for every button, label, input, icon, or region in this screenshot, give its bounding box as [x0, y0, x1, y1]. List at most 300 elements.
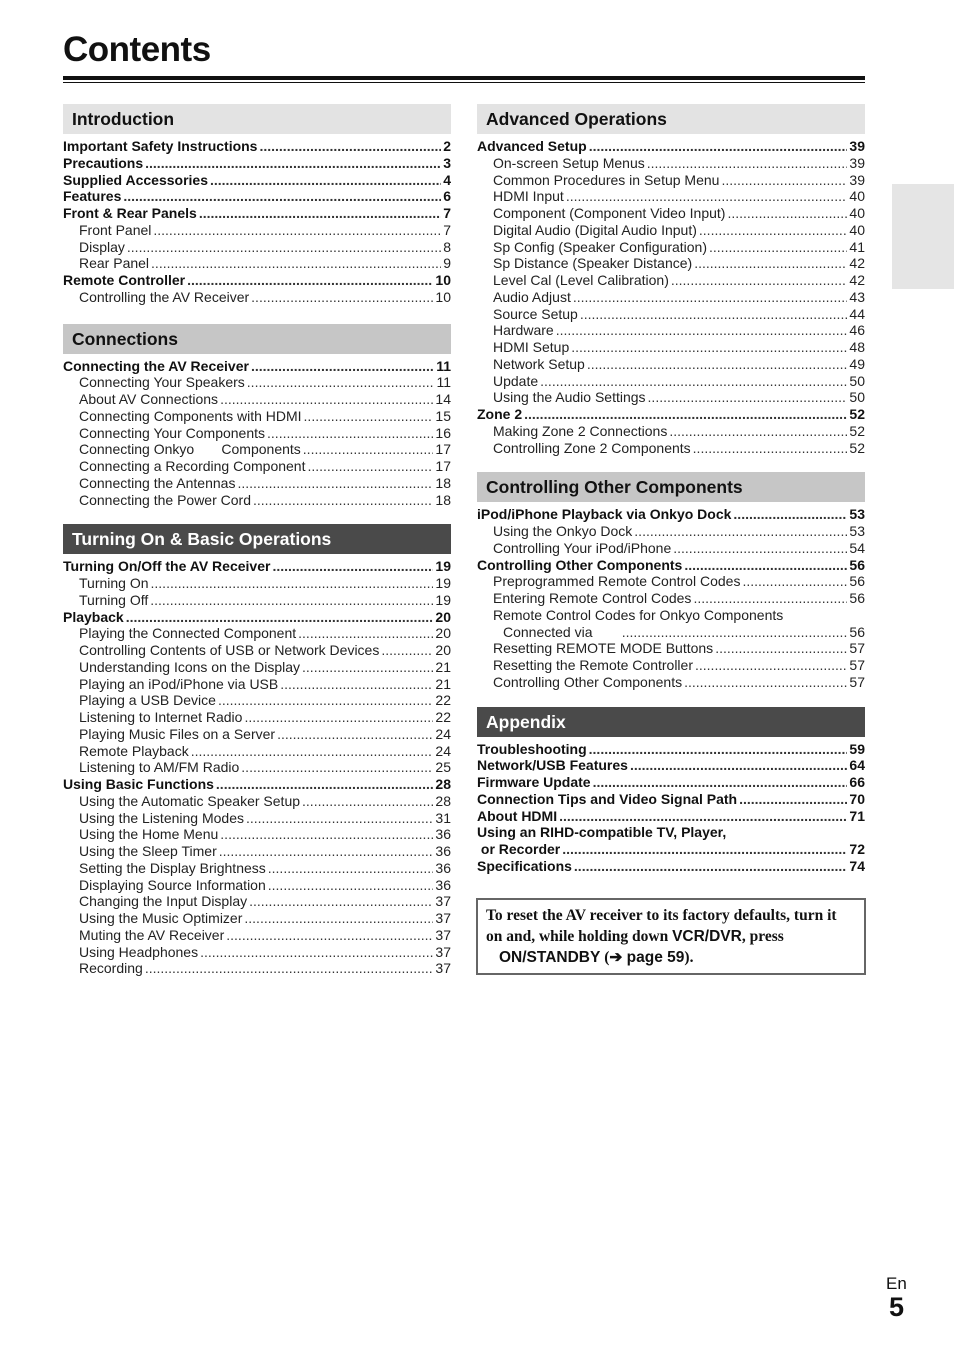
toc-entry[interactable]: [477, 757, 865, 774]
toc-entry[interactable]: [63, 558, 451, 575]
toc-entry-page: 44: [849, 305, 865, 322]
toc-entry-label: Update: [493, 372, 539, 389]
dot-leader: [684, 674, 847, 691]
toc-entry[interactable]: [477, 624, 865, 641]
toc-entry-page: 11: [436, 357, 451, 374]
toc-entry[interactable]: [477, 356, 865, 373]
section-header-appendix: Appendix: [477, 707, 865, 737]
section-header-connections: Connections: [63, 324, 451, 354]
toc-entry-page: 52: [849, 439, 865, 456]
toc-entry-page: 21: [435, 658, 451, 675]
toc-entry[interactable]: [63, 910, 451, 927]
toc-entry-label: Controlling Other Components: [493, 673, 683, 690]
toc-entry[interactable]: [63, 205, 451, 222]
toc-entry-page: 57: [849, 673, 865, 690]
note-text-3: (: [600, 949, 610, 966]
toc-entry[interactable]: [63, 408, 451, 425]
toc-section: [63, 324, 451, 509]
toc-entry-label: Sp Distance (Speaker Distance): [493, 255, 693, 272]
toc-entry-page: 22: [435, 692, 451, 709]
dot-leader: [253, 492, 433, 509]
toc-entry[interactable]: [477, 155, 865, 172]
toc-entry-page: 2: [443, 138, 451, 154]
left-column: [63, 104, 451, 977]
toc-entry-page: 37: [435, 926, 451, 943]
toc-entry[interactable]: [477, 573, 865, 590]
dot-leader: [249, 893, 433, 910]
toc-entry[interactable]: [63, 759, 451, 776]
toc-entry-page: 49: [849, 355, 865, 372]
toc-entry[interactable]: [477, 306, 865, 323]
toc-entry-label: Zone 2: [477, 406, 523, 422]
toc-entry-label: HDMI Setup: [493, 339, 570, 355]
dot-leader: [721, 172, 847, 189]
dot-leader: [199, 205, 441, 222]
toc-entry[interactable]: [477, 774, 865, 791]
toc-entry[interactable]: [477, 791, 865, 808]
toc-entry[interactable]: [63, 810, 451, 827]
toc-entry[interactable]: [477, 808, 865, 825]
toc-entry-page: 53: [849, 506, 865, 523]
toc-entry[interactable]: [63, 793, 451, 810]
toc-entry-page: 41: [849, 238, 865, 255]
dot-leader: [562, 841, 847, 858]
toc-entry[interactable]: [477, 858, 865, 875]
toc-entry-label: Using an RIHD-compatible TV, Player,: [477, 824, 727, 841]
toc-entry-label: Remote Controller: [63, 272, 186, 288]
toc-entry-label: Using the Onkyo Dock: [493, 523, 633, 539]
toc-entry[interactable]: [477, 506, 865, 523]
toc-entry-label: On-screen Setup Menus: [493, 154, 645, 171]
toc-entry-label: Turning On/Off the AV Receiver: [63, 558, 271, 575]
toc-entry-label: Firmware Update: [477, 774, 591, 790]
toc-entry-page: 24: [435, 725, 451, 742]
toc-entry-label: Muting the AV Receiver: [79, 926, 225, 943]
toc-entry-page: 25: [435, 759, 451, 776]
toc-entry[interactable]: [63, 659, 451, 676]
toc-section: [477, 472, 865, 690]
dot-leader: [126, 609, 434, 626]
arrow-icon: ➔: [609, 949, 623, 966]
dot-leader: [589, 741, 848, 758]
toc-entry[interactable]: [63, 893, 451, 910]
toc-entry[interactable]: [63, 289, 451, 306]
dot-leader: [669, 423, 847, 440]
toc-entry-label: Resetting the Remote Controller: [493, 657, 693, 673]
dot-leader: [210, 172, 441, 189]
language-label: En: [886, 1274, 907, 1293]
section-header-introduction: Introduction: [63, 104, 451, 134]
dot-leader: [524, 406, 847, 423]
dot-leader: [634, 523, 847, 540]
dot-leader: [622, 624, 848, 641]
toc-entry-label: iPod/iPhone Playback via Onkyo Dock: [477, 506, 732, 523]
dot-leader: [540, 373, 847, 390]
title-rule: [63, 76, 865, 80]
toc-entry-page: 48: [849, 339, 865, 355]
toc-entry-page: 43: [849, 288, 865, 305]
toc-entry-label: Remote Control Codes for Onkyo Components: [493, 606, 784, 623]
toc-entry-label: Making Zone 2 Connections: [493, 422, 668, 439]
dot-leader: [259, 138, 441, 155]
toc-entry-label: About AV Connections: [79, 391, 219, 407]
toc-entry[interactable]: [477, 607, 865, 624]
toc-entry-label: Advanced Setup: [477, 138, 587, 154]
toc-entry[interactable]: [477, 373, 865, 390]
toc-entry-label: Front & Rear Panels: [63, 205, 197, 221]
dot-leader: [648, 389, 848, 406]
dot-leader: [304, 408, 434, 425]
note-page-ref[interactable]: page 59: [622, 949, 685, 966]
toc-entry-label: Sp Config (Speaker Configuration): [493, 238, 708, 255]
toc-entry[interactable]: [63, 709, 451, 726]
toc-entry[interactable]: [63, 374, 451, 391]
toc-entry-label: Using Basic Functions: [63, 776, 214, 792]
toc-entry[interactable]: [63, 172, 451, 189]
dot-leader: [219, 843, 434, 860]
toc-entry[interactable]: [477, 557, 865, 574]
toc-entry-page: 52: [849, 406, 865, 422]
toc-entry[interactable]: [63, 776, 451, 793]
toc-entry[interactable]: [63, 475, 451, 492]
toc-entry-page: 36: [435, 826, 451, 843]
toc-entry-label: Network/USB Features: [477, 757, 628, 774]
dot-leader: [216, 776, 434, 793]
toc-entry-label: Listening to AM/FM Radio: [79, 759, 240, 776]
toc-entry-label: Using the Automatic Speaker Setup: [79, 792, 301, 809]
toc-entry-label: Connecting the Power Cord: [79, 491, 251, 508]
dot-leader: [303, 441, 434, 458]
toc-entry-page: 20: [435, 625, 451, 642]
toc-entry-page: 28: [435, 792, 451, 809]
toc-entry-page: 17: [435, 441, 451, 458]
toc-entry-label: Using Headphones: [79, 943, 199, 960]
toc-entry-page: 53: [849, 523, 865, 539]
toc-entry-page: 7: [443, 221, 451, 238]
toc-entry-page: 57: [849, 657, 865, 673]
toc-entry[interactable]: [477, 322, 865, 339]
toc-entry-page: 18: [435, 491, 451, 508]
toc-entry[interactable]: [63, 425, 451, 442]
toc-entry-label: HDMI Input: [493, 188, 564, 205]
dot-leader: [574, 858, 848, 875]
toc-entry[interactable]: [63, 188, 451, 205]
toc-entry-label: Digital Audio (Digital Audio Input): [493, 221, 697, 238]
toc-entry-page: 10: [435, 288, 451, 305]
toc-entry-label: Features: [63, 188, 122, 205]
toc-entry-page: 40: [849, 221, 865, 238]
toc-entry-label: Front Panel: [79, 221, 152, 238]
section-thumb-tab: [892, 184, 954, 289]
toc-entry-page: 11: [436, 374, 451, 391]
toc-entry[interactable]: [63, 239, 451, 256]
toc-entry[interactable]: [477, 440, 865, 457]
toc-entry-label: Playing the Connected Component: [79, 625, 297, 642]
toc-entry-label: Network Setup: [493, 355, 585, 372]
toc-entry[interactable]: [63, 676, 451, 693]
dot-leader: [684, 557, 847, 574]
dot-leader: [226, 927, 433, 944]
toc-entry-page: 37: [435, 960, 451, 977]
toc-entry-page: 39: [849, 154, 865, 171]
dot-leader: [237, 475, 433, 492]
toc-entry-label: Common Procedures in Setup Menu: [493, 171, 720, 188]
toc-entry[interactable]: [477, 741, 865, 758]
toc-entry[interactable]: [477, 138, 865, 155]
toc-entry[interactable]: [63, 960, 451, 977]
toc-entry-page: 37: [435, 943, 451, 960]
toc-entry-page: 19: [435, 591, 451, 608]
section-header-advanced-operations: Advanced Operations: [477, 104, 865, 134]
dot-leader: [145, 155, 441, 172]
toc-entry-label: Using the Listening Modes: [79, 809, 244, 826]
toc-entry-label: Connecting Components with HDMI: [79, 407, 302, 424]
toc-entry[interactable]: [63, 441, 451, 458]
section-header-controlling-other-components: Controlling Other Components: [477, 472, 865, 502]
toc-entry[interactable]: [63, 272, 451, 289]
toc-entry-page: 36: [435, 859, 451, 876]
dot-leader: [630, 757, 847, 774]
toc-entry[interactable]: [63, 743, 451, 760]
toc-entry[interactable]: [63, 877, 451, 894]
toc-entry-page: 24: [435, 742, 451, 759]
toc-entry[interactable]: [477, 540, 865, 557]
toc-entry-page: 21: [435, 675, 451, 692]
dot-leader: [693, 440, 848, 457]
toc-entry-page: 42: [849, 255, 865, 272]
toc-entry-page: 14: [435, 391, 451, 407]
toc-entry-label: Connection Tips and Video Signal Path: [477, 790, 738, 807]
toc-entry[interactable]: [477, 590, 865, 607]
dot-leader: [251, 358, 434, 375]
toc-entry-label: Specifications: [477, 857, 572, 874]
toc-entry-label: Level Cal (Level Calibration): [493, 272, 669, 288]
dot-leader: [123, 188, 441, 205]
toc-entry-label: Playback: [63, 608, 124, 625]
page-number: 5: [889, 1292, 905, 1322]
toc-entry-page: 56: [849, 623, 865, 640]
dot-leader: [573, 289, 848, 306]
dot-leader: [145, 960, 434, 977]
toc-entry[interactable]: [477, 272, 865, 289]
toc-entry[interactable]: [477, 657, 865, 674]
toc-entry-label: Entering Remote Control Codes: [493, 590, 692, 606]
toc-section: [477, 707, 865, 875]
toc-entry[interactable]: [477, 674, 865, 691]
dot-leader: [673, 540, 847, 557]
toc-entry-page: 70: [849, 790, 865, 807]
toc-entry-label: Hardware: [493, 322, 554, 339]
toc-entry-label: Controlling Other Components: [477, 556, 683, 573]
dot-leader: [695, 657, 847, 674]
toc-entry-page: 20: [435, 642, 451, 658]
toc-entry[interactable]: [63, 358, 451, 375]
toc-entry-label: Playing a USB Device: [79, 692, 216, 709]
toc-entry[interactable]: [63, 391, 451, 408]
toc-entry-page: 7: [443, 205, 451, 221]
toc-entry-page: 36: [435, 843, 451, 859]
toc-entry-page: 50: [849, 389, 865, 406]
toc-entry[interactable]: [477, 289, 865, 306]
toc-entries: [63, 354, 451, 509]
toc-entry[interactable]: [63, 155, 451, 172]
toc-entry-label: Audio Adjust: [493, 288, 571, 305]
toc-entry-page: 20: [435, 608, 451, 625]
dot-leader: [556, 322, 848, 339]
dot-leader: [647, 155, 848, 172]
toc-entry[interactable]: [477, 523, 865, 540]
dot-leader: [699, 222, 848, 239]
toc-entry-page: 74: [849, 857, 865, 874]
toc-entry[interactable]: [477, 255, 865, 272]
dot-leader: [187, 272, 433, 289]
dot-leader: [709, 239, 847, 256]
toc-entry-label: Supplied Accessories: [63, 171, 208, 188]
toc-entry-page: 46: [849, 322, 865, 339]
toc-entry-label: or Recorder: [477, 841, 561, 857]
dot-leader: [587, 356, 848, 373]
toc-entry[interactable]: [477, 205, 865, 222]
toc-entry[interactable]: [63, 726, 451, 743]
toc-entry-page: 66: [849, 774, 865, 790]
toc-entry-label: Source Setup: [493, 305, 578, 322]
right-column: [477, 104, 865, 875]
toc-entry[interactable]: [63, 222, 451, 239]
toc-entry-label: Understanding Icons on the Display: [79, 658, 301, 675]
dot-leader: [251, 289, 433, 306]
toc-entry-page: 37: [435, 910, 451, 926]
toc-entry[interactable]: [63, 592, 451, 609]
dot-leader: [302, 659, 433, 676]
toc-entry[interactable]: [477, 389, 865, 406]
toc-entry-page: 9: [443, 255, 451, 272]
dot-leader: [715, 640, 847, 657]
toc-entry-label: Using the Music Optimizer: [79, 910, 243, 926]
dot-leader: [153, 222, 441, 239]
toc-entry[interactable]: [477, 640, 865, 657]
toc-entry-page: 39: [849, 171, 865, 188]
toc-entry-label: Turning Off: [79, 591, 149, 608]
section-header-turning-on: Turning On & Basic Operations: [63, 524, 451, 554]
dot-leader: [218, 692, 433, 709]
toc-entry[interactable]: [477, 222, 865, 239]
toc-entry-label: Controlling the AV Receiver: [79, 288, 250, 305]
dot-leader: [693, 590, 847, 607]
dot-leader: [307, 458, 433, 475]
toc-entry[interactable]: [477, 423, 865, 440]
toc-entry-page: 57: [849, 640, 865, 657]
dot-leader: [191, 743, 434, 760]
toc-entry[interactable]: [63, 843, 451, 860]
toc-entry-label: Preprogrammed Remote Control Codes: [493, 573, 741, 590]
page-title: Contents: [63, 30, 211, 69]
toc-entry[interactable]: [63, 826, 451, 843]
toc-entry-label: Controlling Your iPod/iPhone: [493, 539, 672, 556]
toc-entry[interactable]: [477, 406, 865, 423]
dot-leader: [151, 255, 441, 272]
toc-entry-label: About HDMI: [477, 807, 558, 824]
dot-leader: [733, 506, 847, 523]
toc-entry-label: Changing the Input Display: [79, 893, 248, 910]
toc-entry-label: Component (Component Video Input): [493, 205, 726, 221]
dot-leader: [694, 255, 847, 272]
toc-entry-label: Using the Audio Settings: [493, 389, 646, 406]
toc-entry[interactable]: [63, 625, 451, 642]
dot-leader: [246, 810, 433, 827]
toc-entry[interactable]: [63, 692, 451, 709]
dot-leader: [589, 138, 848, 155]
dot-leader: [566, 188, 848, 205]
toc-entry[interactable]: [477, 239, 865, 256]
toc-entry-page: 39: [849, 138, 865, 154]
toc-entry-page: 54: [849, 539, 865, 556]
dot-leader: [151, 575, 434, 592]
toc-entry-label: Controlling Zone 2 Components: [493, 439, 691, 456]
toc-entry[interactable]: [63, 575, 451, 592]
note-text-1: To reset the AV receiver to its factory defaults, turn it on and, while holding down: [486, 907, 837, 945]
toc-section: [63, 524, 451, 977]
toc-entry-page: 3: [443, 154, 451, 171]
factory-reset-note: [476, 898, 866, 975]
toc-entry-label: Turning On: [79, 575, 149, 591]
toc-entry-label: Connecting the AV Receiver: [63, 357, 249, 374]
note-text-4: ).: [684, 949, 694, 966]
toc-entry-page: 72: [849, 841, 865, 857]
toc-entry[interactable]: [63, 255, 451, 272]
dot-leader: [671, 272, 848, 289]
toc-entry[interactable]: [477, 824, 865, 841]
toc-entry[interactable]: [477, 339, 865, 356]
toc-entry[interactable]: [477, 172, 865, 189]
dot-leader: [220, 391, 433, 408]
toc-section: [477, 104, 865, 456]
toc-entry[interactable]: [63, 642, 451, 659]
toc-entry[interactable]: [63, 944, 451, 961]
dot-leader: [727, 205, 847, 222]
toc-entry-label: Display: [79, 238, 125, 255]
note-key-vcr-dvr: VCR/DVR: [672, 928, 742, 945]
dot-leader: [220, 826, 433, 843]
toc-entry-page: 42: [849, 272, 865, 288]
toc-entry-page: 59: [849, 740, 865, 757]
toc-entry-page: 31: [435, 809, 451, 826]
toc-entry-page: 28: [435, 776, 451, 792]
toc-entry[interactable]: [477, 841, 865, 858]
toc-entry-page: 56: [849, 556, 865, 573]
title-rule-thin: [63, 82, 865, 83]
toc-entry[interactable]: [477, 188, 865, 205]
dot-leader: [580, 306, 848, 323]
toc-entry-page: 4: [443, 171, 451, 188]
toc-entry[interactable]: [63, 138, 451, 155]
toc-entry-label: Listening to Internet Radio: [79, 709, 243, 725]
toc-entry[interactable]: [63, 860, 451, 877]
dot-leader: [277, 726, 433, 743]
toc-entry-label: Important Safety Instructions: [63, 138, 258, 154]
toc-entry-label: Using the Home Menu: [79, 826, 219, 843]
toc-entry-label: Connecting the Antennas: [79, 474, 236, 491]
dot-leader: [247, 374, 435, 391]
toc-entry-label: Playing an iPod/iPhone via USB: [79, 675, 279, 692]
toc-entry-page: 36: [435, 876, 451, 893]
toc-entry-label: Setting the Display Brightness: [79, 859, 266, 876]
toc-entry[interactable]: [63, 609, 451, 626]
toc-entry[interactable]: [63, 927, 451, 944]
toc-entry[interactable]: [63, 492, 451, 509]
toc-entry[interactable]: [63, 458, 451, 475]
dot-leader: [298, 625, 433, 642]
dot-leader: [150, 592, 433, 609]
